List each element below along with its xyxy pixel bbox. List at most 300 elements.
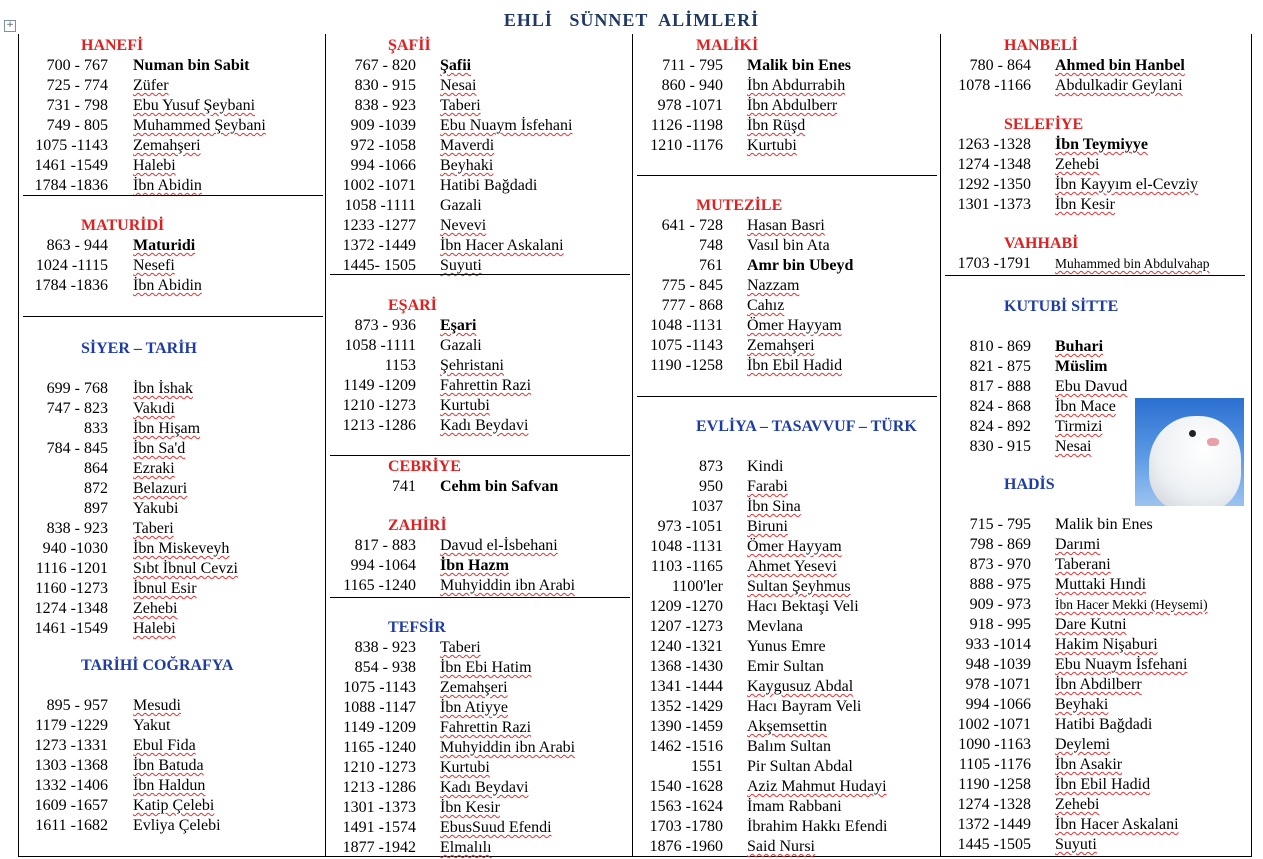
scholar-name: Akşemsettin	[747, 718, 827, 735]
scholar-years: 1877 -1942	[342, 839, 416, 856]
scholar-name: Gazali	[440, 337, 482, 354]
scholar-row	[941, 575, 1250, 595]
scholar-years: 940 -1030	[42, 540, 108, 557]
section-divider	[945, 275, 1245, 276]
scholar-name: İbn Kesir	[1055, 196, 1115, 213]
scholar-row	[326, 678, 632, 698]
scholar-years: 950	[699, 478, 723, 495]
scholar-row	[633, 136, 940, 156]
scholar-row	[326, 256, 632, 276]
scholar-name: Emir Sultan	[747, 658, 824, 675]
scholar-years: 1213 -1286	[342, 779, 416, 796]
scholar-years: 824 - 868	[969, 398, 1031, 415]
scholar-row	[941, 835, 1250, 855]
scholar-years: 1372 -1449	[957, 816, 1031, 833]
section-divider	[330, 597, 630, 598]
scholar-name: İbn Abdilberr	[1055, 676, 1142, 693]
scholar-row	[326, 416, 632, 436]
scholar-row	[941, 655, 1250, 675]
scholar-name: Ebu Yusuf Şeybani	[133, 97, 256, 114]
scholar-name: Darımi	[1055, 536, 1101, 553]
scholar-years: 1088 -1147	[343, 699, 416, 716]
scholar-years: 1210 -1176	[650, 137, 723, 154]
scholar-row	[633, 837, 940, 857]
scholar-name: Hatibi Bağdadi	[1055, 716, 1153, 733]
scholar-row	[19, 116, 325, 136]
scholar-years: 1165 -1240	[343, 577, 416, 594]
scholar-years: 1210 -1273	[342, 397, 416, 414]
scholar-years: 1784 -1836	[34, 277, 108, 294]
scholar-name: Nesai	[440, 77, 477, 94]
section-heading: MALİKİ	[696, 37, 759, 54]
scholar-years: 798 - 869	[969, 536, 1031, 553]
scholar-name: İbn Hacer Askalani	[1055, 816, 1179, 833]
scholar-name: Muhyiddin ibn Arabi	[440, 577, 576, 594]
scholar-years: 1209 -1270	[649, 598, 723, 615]
scholar-row	[19, 459, 325, 479]
scholar-row	[941, 595, 1250, 615]
scholar-row	[633, 457, 940, 477]
scholar-years: 1876 -1960	[649, 838, 723, 855]
scholar-name: İbn Miskeveyh	[133, 540, 230, 557]
scholar-row	[326, 196, 632, 216]
scholar-years: 1100'ler	[671, 578, 723, 595]
section-heading: SELEFİYE	[1004, 116, 1084, 133]
scholar-name: Şafii	[440, 57, 472, 74]
scholar-years: 873 - 970	[969, 556, 1031, 573]
scholar-name: Taberi	[440, 97, 481, 114]
scholar-years: 1207 -1273	[649, 618, 723, 635]
scholar-years: 1233 -1277	[342, 217, 416, 234]
scholar-row	[19, 236, 325, 256]
scholar-row	[941, 135, 1250, 155]
scholar-years: 1301 -1373	[342, 799, 416, 816]
scholar-years: 821 - 875	[969, 358, 1031, 375]
scholar-row	[326, 556, 632, 576]
scholar-years: 715 - 795	[969, 516, 1031, 533]
scholar-name: Malik bin Enes	[747, 57, 852, 74]
scholar-years: 872	[84, 480, 108, 497]
scholar-row	[19, 76, 325, 96]
scholar-name: Mevlana	[747, 618, 803, 635]
scholar-name: Vasıl bin Ata	[747, 237, 830, 254]
scholar-years: 1149 -1209	[343, 377, 416, 394]
scholar-row	[326, 176, 632, 196]
scholar-name: İbn Abdurrabih	[747, 77, 846, 94]
scholar-name: Katip Çelebi	[133, 797, 215, 814]
scholar-row	[633, 76, 940, 96]
scholar-name: Cahız	[747, 297, 785, 314]
scholar-years: 1292 -1350	[957, 176, 1031, 193]
section-heading: VAHHABİ	[1004, 235, 1079, 252]
scholar-years: 864	[84, 460, 108, 477]
scholar-years: 817 - 883	[354, 537, 416, 554]
scholar-row	[326, 658, 632, 678]
section-divider	[330, 274, 630, 275]
scholar-years: 838 - 923	[46, 520, 108, 537]
scholar-name: Kadı Beydavi	[440, 417, 529, 434]
scholar-row	[941, 555, 1250, 575]
scholar-years: 948 -1039	[965, 656, 1031, 673]
scholar-years: 1491 -1574	[342, 819, 416, 836]
scholar-years: 1332 -1406	[34, 777, 108, 794]
scholar-name: Taberi	[133, 520, 174, 537]
scholar-years: 1153	[384, 357, 416, 374]
scholar-years: 1368 -1430	[649, 658, 723, 675]
scholar-row	[19, 816, 325, 836]
scholar-years: 909 -1039	[350, 117, 416, 134]
scholar-name: Ebul Fida	[133, 737, 196, 754]
scholar-row	[633, 497, 940, 517]
section-heading: MATURİDİ	[81, 217, 165, 234]
scholar-years: 933 -1014	[965, 636, 1031, 653]
scholar-name: Muhammed bin Abdulvahap	[1055, 256, 1210, 271]
scholar-years: 767 - 820	[354, 57, 416, 74]
scholar-row	[19, 736, 325, 756]
scholar-name: Evliya Çelebi	[133, 817, 221, 834]
scholar-years: 1273 -1331	[34, 737, 108, 754]
scholar-name: Abdulkadir Geylani	[1055, 77, 1183, 94]
scholar-name: Muhyiddin ibn Arabi	[440, 739, 576, 756]
move-handle-icon[interactable]: +	[4, 20, 16, 32]
scholar-years: 918 - 995	[969, 616, 1031, 633]
column-1	[19, 34, 325, 856]
scholar-row	[941, 195, 1250, 215]
scholar-name: Fahrettin Razi	[440, 377, 532, 394]
scholar-years: 1341 -1444	[649, 678, 723, 695]
scholar-years: 972 -1058	[350, 137, 416, 154]
column-3	[633, 34, 940, 856]
scholar-row	[19, 156, 325, 176]
scholar-row	[633, 677, 940, 697]
white-dove-image	[1135, 398, 1244, 506]
scholar-years: 817 - 888	[969, 378, 1031, 395]
scholar-row	[326, 96, 632, 116]
scholar-years: 1116 -1201	[35, 560, 108, 577]
scholar-name: Ahmed bin Hanbel	[1055, 57, 1185, 74]
scholar-row	[19, 479, 325, 499]
scholar-name: Belazuri	[133, 480, 188, 497]
scholar-name: İbn Kesir	[440, 799, 500, 816]
scholar-name: Kindi	[747, 458, 784, 475]
scholar-years: 1075 -1143	[650, 337, 723, 354]
scholar-name: Numan bin Sabit	[133, 57, 250, 74]
scholar-name: İbn Kayyım el-Cevziy	[1055, 176, 1199, 193]
scholar-years: 1126 -1198	[650, 117, 723, 134]
scholar-years: 1611 -1682	[35, 817, 108, 834]
scholar-years: 888 - 975	[969, 576, 1031, 593]
scholar-name: İbn İshak	[133, 380, 193, 397]
scholar-name: Maturidi	[133, 237, 196, 254]
scholar-years: 1179 -1229	[35, 717, 108, 734]
scholar-name: Muhammed Şeybani	[133, 117, 266, 134]
scholar-name: İbn Hazm	[440, 557, 509, 574]
scholar-name: Deylemi	[1055, 736, 1111, 753]
scholar-years: 1075 -1143	[343, 679, 416, 696]
scholar-row	[326, 818, 632, 838]
scholar-name: Ebu Nuaym İsfehani	[440, 117, 573, 134]
scholar-name: Hacı Bektaşi Veli	[747, 598, 859, 615]
scholar-row	[326, 778, 632, 798]
scholar-row	[19, 559, 325, 579]
scholar-years: 1303 -1368	[34, 757, 108, 774]
scholar-row	[633, 256, 940, 276]
section-heading: HANEFİ	[81, 37, 144, 54]
scholar-years: 909 - 973	[969, 596, 1031, 613]
scholar-row	[633, 316, 940, 336]
scholar-name: Zehebi	[133, 600, 178, 617]
scholar-years: 1461 -1549	[34, 620, 108, 637]
scholar-years: 1160 -1273	[35, 580, 108, 597]
scholar-years: 711 - 795	[662, 57, 723, 74]
scholar-name: Dare Kutni	[1055, 616, 1127, 633]
section-divider	[330, 455, 630, 456]
scholar-row	[19, 619, 325, 639]
section-heading: HADİS	[1004, 476, 1055, 493]
scholar-row	[19, 519, 325, 539]
scholar-name: Eşari	[440, 317, 477, 334]
scholar-name: Ömer Hayyam	[747, 538, 842, 555]
scholar-name: İbn Atiyye	[440, 699, 508, 716]
section-divider	[637, 396, 937, 397]
scholar-name: Pir Sultan Abdal	[747, 758, 853, 775]
scholar-years: 747 - 823	[46, 400, 108, 417]
scholar-row	[633, 356, 940, 376]
scholar-row	[633, 617, 940, 637]
scholar-years: 731 - 798	[46, 97, 108, 114]
scholar-name: Balım Sultan	[747, 738, 831, 755]
scholar-row	[326, 838, 632, 858]
scholar-row	[19, 756, 325, 776]
scholar-name: Yunus Emre	[747, 638, 826, 655]
scholar-name: Amr bin Ubeyd	[747, 257, 854, 274]
scholar-name: Kaygusuz Abdal	[747, 678, 854, 695]
scholar-name: İbrahim Hakkı Efendi	[747, 818, 888, 835]
scholar-years: 1274 -1328	[957, 796, 1031, 813]
scholar-years: 830 - 915	[969, 438, 1031, 455]
scholar-row	[633, 236, 940, 256]
scholar-name: Beyhaki	[1055, 696, 1109, 713]
scholar-row	[326, 698, 632, 718]
scholar-years: 1002 -1071	[342, 177, 416, 194]
scholar-years: 1462 -1516	[649, 738, 723, 755]
scholar-years: 1240 -1321	[649, 638, 723, 655]
scholar-years: 994 -1066	[965, 696, 1031, 713]
scholar-name: EbusSuud Efendi	[440, 819, 552, 836]
scholar-years: 780 - 864	[969, 57, 1031, 74]
scholar-row	[633, 276, 940, 296]
scholar-name: Vakıdi	[133, 400, 175, 417]
scholar-row	[19, 96, 325, 116]
scholar-years: 830 - 915	[354, 77, 416, 94]
section-heading: KUTUBİ SİTTE	[1004, 298, 1119, 315]
section-heading: SİYER – TARİH	[81, 340, 197, 357]
scholar-years: 1213 -1286	[342, 417, 416, 434]
scholar-years: 1037	[691, 498, 723, 515]
scholar-years: 897	[84, 500, 108, 517]
scholar-row	[19, 499, 325, 519]
scholar-row	[326, 536, 632, 556]
scholar-name: Sıbt İbnul Cevzi	[133, 560, 238, 577]
scholar-name: Yakut	[133, 717, 171, 734]
scholar-years: 895 - 957	[46, 697, 108, 714]
scholar-row	[326, 216, 632, 236]
scholar-years: 1165 -1240	[343, 739, 416, 756]
scholar-name: Biruni	[747, 518, 788, 535]
scholar-name: Züfer	[133, 77, 169, 94]
scholar-name: Nazzam	[747, 277, 800, 294]
scholar-years: 978 -1071	[657, 97, 723, 114]
scholar-row	[941, 755, 1250, 775]
scholar-years: 741	[392, 478, 416, 495]
scholar-row	[326, 236, 632, 256]
scholar-years: 1075 -1143	[35, 137, 108, 154]
scholar-row	[941, 56, 1250, 76]
scholar-row	[326, 738, 632, 758]
scholar-name: İbn Abidin	[133, 177, 202, 194]
scholar-name: İmam Rabbani	[747, 798, 842, 815]
scholar-years: 1058 -1111	[344, 337, 416, 354]
scholar-years: 1048 -1131	[650, 317, 723, 334]
scholar-years: 994 -1064	[350, 557, 416, 574]
scholar-name: Gazali	[440, 197, 482, 214]
scholar-row	[326, 718, 632, 738]
scholar-name: İbn Sa'd	[133, 440, 186, 457]
scholar-name: Şehristani	[440, 357, 504, 374]
scholar-years: 761	[699, 257, 723, 274]
scholar-years: 1048 -1131	[650, 538, 723, 555]
scholar-name: Davud el-İsbehani	[440, 537, 558, 554]
scholar-row	[941, 695, 1250, 715]
scholar-row	[941, 775, 1250, 795]
column-2	[326, 34, 632, 856]
section-heading: EŞARİ	[388, 297, 437, 314]
scholar-years: 810 - 869	[969, 338, 1031, 355]
scholar-row	[19, 276, 325, 296]
scholar-row	[326, 116, 632, 136]
scholar-row	[326, 396, 632, 416]
scholar-name: Said Nursi	[747, 838, 815, 855]
scholar-name: İbn Teymiyye	[1055, 136, 1148, 153]
scholar-name: İbn Mace	[1055, 398, 1116, 415]
scholar-name: Maverdi	[440, 137, 495, 154]
section-heading: HANBELİ	[1004, 37, 1078, 54]
scholar-row	[633, 517, 940, 537]
scholar-name: Zemahşeri	[133, 137, 201, 154]
section-divider	[23, 195, 323, 196]
scholar-name: Nevevi	[440, 217, 487, 234]
scholar-years: 978 -1071	[965, 676, 1031, 693]
scholar-name: Taberi	[440, 639, 481, 656]
scholar-name: Zemahşeri	[440, 679, 508, 696]
scholar-row	[19, 776, 325, 796]
scholar-row	[19, 539, 325, 559]
scholar-row	[941, 535, 1250, 555]
scholar-name: Zemahşeri	[747, 337, 815, 354]
section-divider	[637, 175, 937, 176]
scholar-years: 784 - 845	[46, 440, 108, 457]
scholar-name: Müslim	[1055, 358, 1108, 375]
scholar-years: 824 - 892	[969, 418, 1031, 435]
scholar-row	[941, 175, 1250, 195]
scholar-row	[19, 399, 325, 419]
scholar-row	[633, 637, 940, 657]
scholar-years: 1372 -1449	[342, 237, 416, 254]
scholar-row	[633, 336, 940, 356]
scholar-row	[326, 76, 632, 96]
scholar-name: İbn Asakir	[1055, 756, 1123, 773]
scholar-row	[941, 254, 1250, 274]
scholar-years: 1149 -1209	[343, 719, 416, 736]
scholar-row	[19, 439, 325, 459]
scholar-row	[941, 357, 1250, 377]
scholar-name: Yakubi	[133, 500, 179, 517]
page-title: EHLİ SÜNNET ALİMLERİ	[503, 10, 760, 30]
scholar-name: Ahmet Yesevi	[747, 558, 837, 575]
scholar-row	[633, 657, 940, 677]
scholar-row	[326, 758, 632, 778]
scholar-name: Kurtubi	[747, 137, 797, 154]
scholar-row	[941, 815, 1250, 835]
scholar-name: Farabi	[747, 478, 788, 495]
scholar-years: 994 -1066	[350, 157, 416, 174]
scholar-name: Buhari	[1055, 338, 1104, 355]
scholar-row	[326, 798, 632, 818]
scholar-years: 1024 -1115	[35, 257, 108, 274]
section-heading: ZAHİRİ	[388, 517, 447, 534]
scholar-name: Kurtubi	[440, 759, 490, 776]
section-heading: MUTEZİLE	[696, 197, 783, 214]
scholar-name: Aziz Mahmut Hudayi	[747, 778, 887, 795]
scholar-row	[633, 737, 940, 757]
scholar-row	[19, 176, 325, 196]
scholar-row	[633, 56, 940, 76]
scholar-years: 1461 -1549	[34, 157, 108, 174]
scholar-row	[633, 697, 940, 717]
scholar-name: Kadı Beydavi	[440, 779, 529, 796]
scholar-row	[633, 577, 940, 597]
scholar-years: 1301 -1373	[957, 196, 1031, 213]
scholar-years: 1609 -1657	[34, 797, 108, 814]
scholar-row	[941, 675, 1250, 695]
scholar-years: 854 - 938	[354, 659, 416, 676]
section-heading: EVLİYA – TASAVVUF – TÜRK	[696, 418, 917, 435]
scholar-name: İbn Ebil Hadid	[1055, 776, 1151, 793]
scholar-row	[19, 716, 325, 736]
scholar-row	[326, 376, 632, 396]
scholar-years: 1090 -1163	[958, 736, 1031, 753]
scholar-years: 1058 -1111	[344, 197, 416, 214]
scholar-name: Elmalılı	[440, 839, 492, 856]
scholar-row	[941, 515, 1250, 535]
scholar-years: 1352 -1429	[649, 698, 723, 715]
scholar-years: 873 - 936	[354, 317, 416, 334]
scholar-row	[941, 635, 1250, 655]
scholar-row	[633, 797, 940, 817]
scholar-name: Zehebi	[1055, 796, 1100, 813]
scholar-name: Nesefi	[133, 257, 175, 274]
scholar-name: İbn Hacer Mekki (Heysemi)	[1055, 597, 1208, 612]
scholar-name: Tirmizi	[1055, 418, 1103, 435]
scholar-row	[19, 136, 325, 156]
scholar-row	[326, 156, 632, 176]
scholar-name: Zehebi	[1055, 156, 1100, 173]
scholar-years: 1551	[691, 758, 723, 775]
scholar-years: 749 - 805	[46, 117, 108, 134]
section-heading: CEBRİYE	[388, 458, 461, 475]
scholar-name: Suyuti	[440, 257, 482, 274]
scholar-row	[633, 477, 940, 497]
